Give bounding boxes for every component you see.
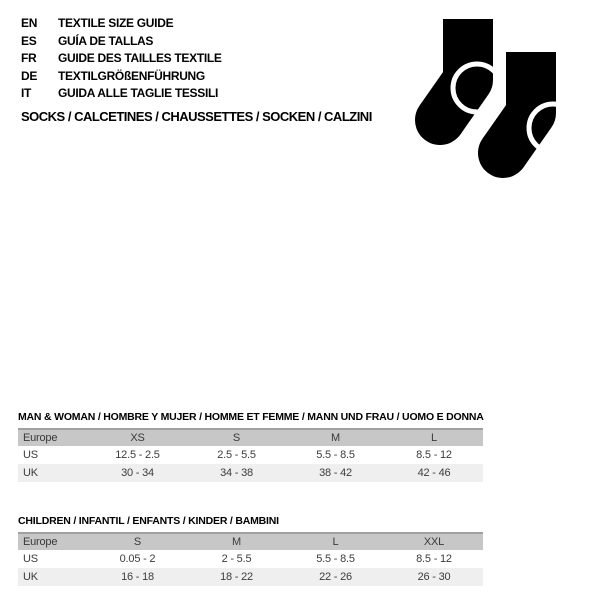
column-header-europe: Europe xyxy=(23,432,58,444)
language-label: GUÍA DE TALLAS xyxy=(58,33,154,48)
language-code: DE xyxy=(21,68,38,83)
table-row-uk xyxy=(18,568,483,586)
size-cell: 5.5 - 8.5 xyxy=(316,449,355,461)
column-header-size: L xyxy=(332,536,339,548)
children-size-table xyxy=(18,532,483,586)
language-label: TEXTILGRÖßENFÜHRUNG xyxy=(58,68,205,83)
table-row-uk xyxy=(18,464,483,482)
language-row-it xyxy=(21,85,222,103)
column-header-size: S xyxy=(133,536,142,548)
size-cell: 2 - 5.5 xyxy=(221,553,252,565)
size-cell: 38 - 42 xyxy=(319,467,352,479)
region-cell: UK xyxy=(23,571,38,583)
region-cell: US xyxy=(23,553,38,565)
size-cell: 26 - 30 xyxy=(417,571,451,583)
column-header-size: L xyxy=(431,432,437,444)
man-woman-size-table xyxy=(18,428,483,482)
size-cell: 5.5 - 8.5 xyxy=(316,553,355,565)
table-header-row xyxy=(18,533,483,550)
size-cell: 2.5 - 5.5 xyxy=(217,449,256,461)
children-table-title: CHILDREN / INFANTIL / ENFANTS / KINDER / BAMBINI xyxy=(18,515,279,527)
size-cell: 12.5 - 2.5 xyxy=(115,449,160,461)
language-code: EN xyxy=(21,16,38,30)
language-row-en xyxy=(21,15,222,33)
language-title-block xyxy=(21,15,222,103)
language-label: GUIDE DES TAILLES TEXTILE xyxy=(58,51,222,66)
category-title: SOCKS / CALCETINES / CHAUSSETTES / SOCKEN / CALZINI xyxy=(21,109,372,124)
size-cell: 16 - 18 xyxy=(121,571,154,583)
size-cell: 42 - 46 xyxy=(417,467,451,479)
region-cell: UK xyxy=(23,467,38,479)
column-header-size: M xyxy=(232,536,241,548)
size-cell: 22 - 26 xyxy=(319,571,352,583)
column-header-size: XS xyxy=(130,432,145,444)
language-row-de xyxy=(21,68,222,86)
language-row-es xyxy=(21,33,222,51)
column-header-size: XXL xyxy=(423,536,445,548)
language-code: ES xyxy=(21,33,37,48)
language-label: GUIDA ALLE TAGLIE TESSILI xyxy=(58,86,219,101)
size-cell: 0.05 - 2 xyxy=(119,553,156,565)
table-header-row xyxy=(18,429,483,446)
size-cell: 34 - 38 xyxy=(220,467,253,479)
size-cell: 30 - 34 xyxy=(121,467,154,479)
column-header-size: S xyxy=(232,432,241,444)
column-header-europe: Europe xyxy=(23,536,58,548)
table-row-us xyxy=(18,446,483,464)
man-woman-table-title: MAN & WOMAN / HOMBRE Y MUJER / HOMME ET FEMME / MANN UND FRAU / UOMO E DONNA xyxy=(18,411,484,423)
region-cell: US xyxy=(23,449,38,461)
language-code: IT xyxy=(21,86,32,101)
socks-icon xyxy=(408,10,578,180)
column-header-size: M xyxy=(331,432,340,444)
size-cell: 8.5 - 12 xyxy=(416,449,452,461)
size-cell: 8.5 - 12 xyxy=(416,553,452,565)
language-row-fr xyxy=(21,50,222,68)
language-code: FR xyxy=(21,51,37,66)
table-row-us xyxy=(18,550,483,568)
size-cell: 18 - 22 xyxy=(220,571,253,583)
language-label: TEXTILE SIZE GUIDE xyxy=(58,16,174,30)
